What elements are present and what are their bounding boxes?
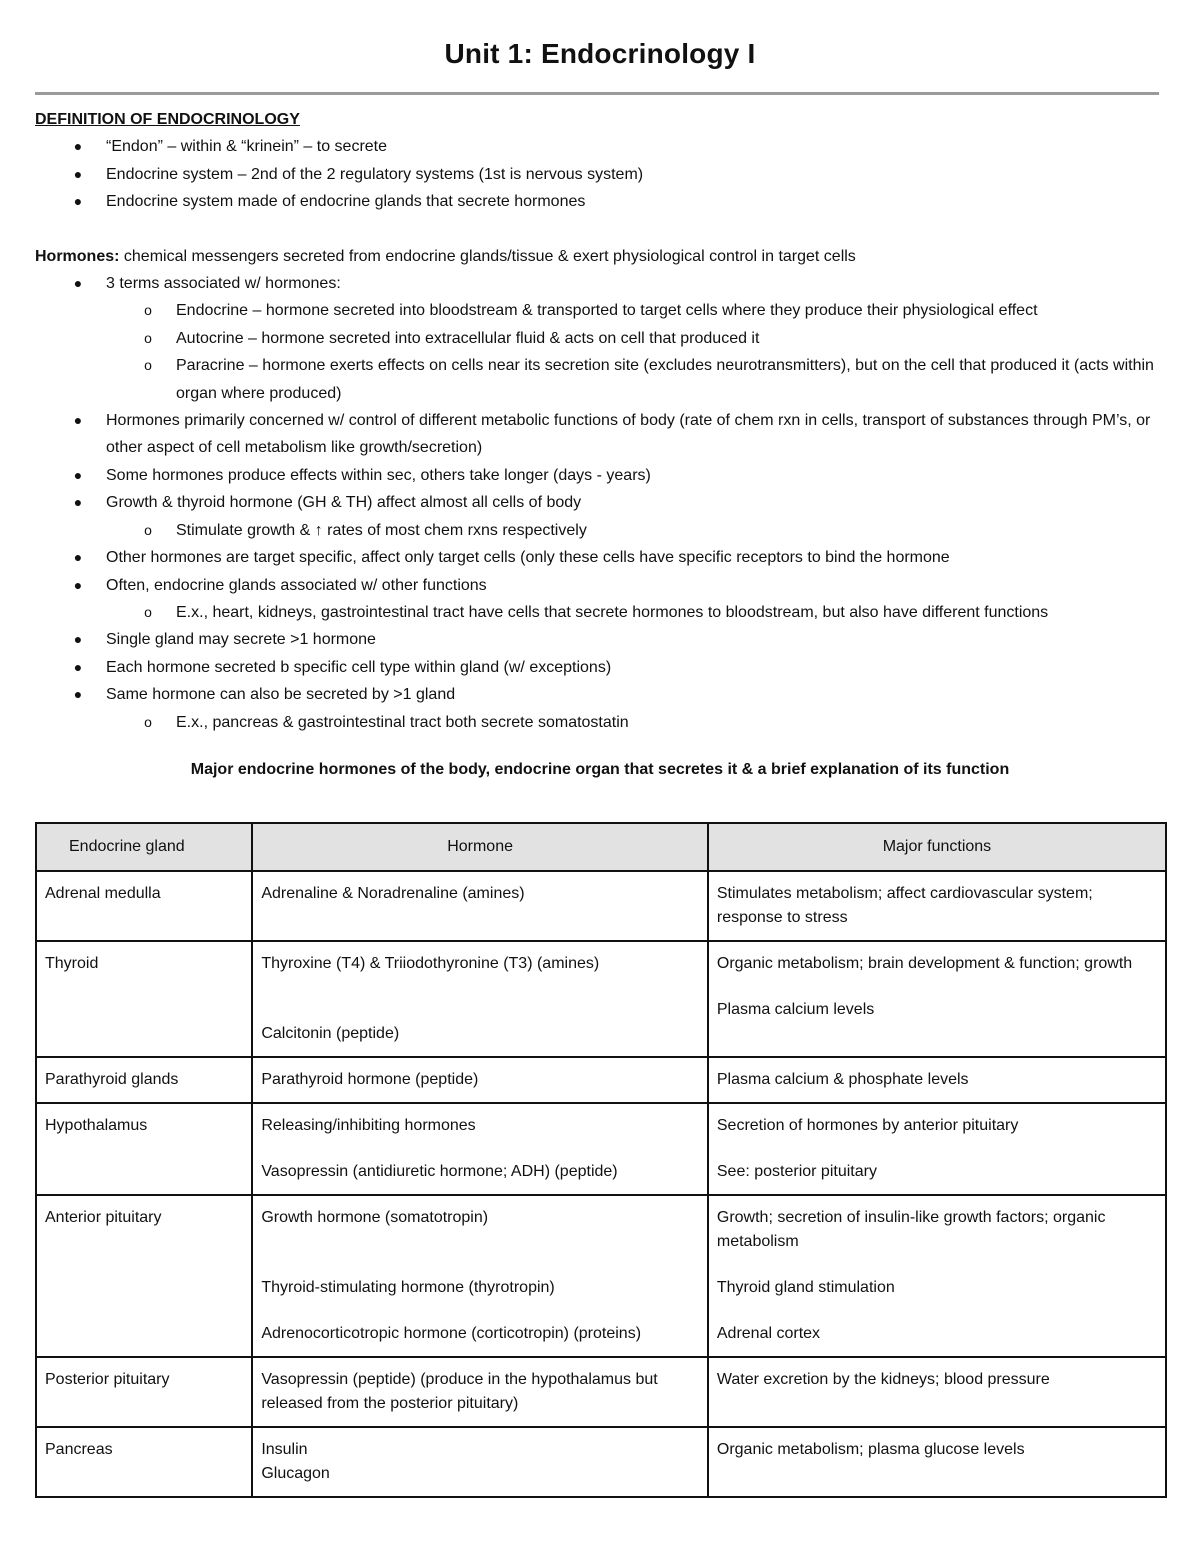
gland-cell: Anterior pituitary: [36, 1195, 252, 1357]
bullet-marker: ●: [73, 658, 83, 675]
bullet-marker: ●: [73, 549, 83, 566]
bullet-marker: ●: [73, 631, 83, 648]
sub-bullet-marker: o: [144, 302, 152, 319]
table-row: [36, 1195, 1166, 1357]
sub-bullet-marker: o: [144, 603, 152, 620]
bullet-marker: ●: [73, 138, 83, 155]
list-item: ● Often, endocrine glands associated w/ other functions o E.x., heart, kidneys, gastrointestinal tract have cells that secrete hormones to bloodstream, but also have different functions: [35, 572, 1165, 627]
function-cell: Plasma calcium & phosphate levels: [708, 1057, 1166, 1103]
list-item: o Paracrine – hormone exerts effects on cells near its secretion site (excludes neurotransmitters), but on the cell that produced it (acts within organ where produced): [35, 352, 1165, 407]
table-row: [36, 871, 1166, 941]
terms-sublist: [106, 297, 1165, 407]
list-item: ● Same hormone can also be secreted by >1 gland o E.x., pancreas & gastrointestinal tract both secrete somatostatin: [35, 681, 1165, 736]
table-caption: Major endocrine hormones of the body, endocrine organ that secretes it & a brief explanation of its function: [190, 760, 1010, 778]
hormone-cell: Vasopressin (peptide) (produce in the hypothalamus but released from the posterior pituitary): [252, 1357, 708, 1427]
notes-body: [35, 106, 1165, 783]
list-item: ● Endocrine system made of endocrine glands that secrete hormones: [35, 188, 1165, 215]
gland-cell: Thyroid: [36, 941, 252, 1057]
header-hormone: Hormone: [252, 823, 708, 871]
hormones-list: [35, 270, 1165, 736]
list-item: o Stimulate growth & ↑ rates of most chem rxns respectively: [35, 517, 1165, 544]
list-item: ● “Endon” – within & “krinein” – to secrete: [35, 133, 1165, 160]
gland-cell: Posterior pituitary: [36, 1357, 252, 1427]
growth-sublist: [106, 517, 1165, 544]
title-divider: [35, 92, 1159, 95]
function-cell: Water excretion by the kidneys; blood pressure: [708, 1357, 1166, 1427]
bullet-marker: ●: [73, 412, 83, 429]
function-cell: Organic metabolism; brain development & function; growth Plasma calcium levels: [708, 941, 1166, 1057]
bullet-marker: ●: [73, 494, 83, 511]
list-item: o Autocrine – hormone secreted into extracellular fluid & acts on cell that produced it: [35, 325, 1165, 352]
gland-cell: Adrenal medulla: [36, 871, 252, 941]
hormones-label: Hormones:: [35, 247, 120, 265]
sub-bullet-marker: o: [144, 521, 152, 538]
function-cell: Organic metabolism; plasma glucose levels: [708, 1427, 1166, 1497]
list-item: ● Other hormones are target specific, affect only target cells (only these cells have specific receptors to bind the hormone: [35, 544, 1165, 571]
table-row: [36, 1103, 1166, 1195]
gland-cell: Parathyroid glands: [36, 1057, 252, 1103]
function-cell: Stimulates metabolism; affect cardiovascular system; response to stress: [708, 871, 1166, 941]
page-title: Unit 1: Endocrinology I: [444, 38, 756, 69]
function-cell: Secretion of hormones by anterior pituitary See: posterior pituitary: [708, 1103, 1166, 1195]
list-item: ● 3 terms associated w/ hormones: o Endocrine – hormone secreted into bloodstream & transported to target cells where they produce their physiological effect o Autocrine – hormone secreted into extracellular fluid & acts on cell that produced it o Paracrine – hormone exerts effects on cells near its secretion site (excludes neurotransmitters), but on the cell that produced it (acts within organ where produced): [35, 270, 1165, 407]
often-sublist: [106, 599, 1165, 626]
gland-cell: Pancreas: [36, 1427, 252, 1497]
bullet-marker: ●: [73, 193, 83, 210]
header-functions: Major functions: [708, 823, 1166, 871]
sub-bullet-marker: o: [144, 329, 152, 346]
list-item: o Endocrine – hormone secreted into bloodstream & transported to target cells where they produce their physiological effect: [35, 297, 1165, 324]
bullet-marker: ●: [73, 466, 83, 483]
table-row: [36, 1357, 1166, 1427]
function-cell: Growth; secretion of insulin-like growth factors; organic metabolism Thyroid gland stimulation Adrenal cortex: [708, 1195, 1166, 1357]
same-sublist: [106, 709, 1165, 736]
hormone-cell: Parathyroid hormone (peptide): [252, 1057, 708, 1103]
list-item: ● Single gland may secrete >1 hormone: [35, 626, 1165, 653]
list-item: ● Some hormones produce effects within sec, others take longer (days - years): [35, 462, 1165, 489]
header-gland: Endocrine gland: [36, 823, 252, 871]
hormone-cell: Releasing/inhibiting hormones Vasopressin (antidiuretic hormone; ADH) (peptide): [252, 1103, 708, 1195]
definition-list: [35, 133, 1165, 215]
list-item: o E.x., heart, kidneys, gastrointestinal tract have cells that secrete hormones to bloodstream, but also have different functions: [35, 599, 1165, 626]
hormone-cell: Growth hormone (somatotropin) Thyroid-stimulating hormone (thyrotropin) Adrenocorticotropic hormone (corticotropin) (proteins): [252, 1195, 708, 1357]
bullet-marker: ●: [73, 686, 83, 703]
table-row: [36, 1427, 1166, 1497]
list-item: ● Hormones primarily concerned w/ control of different metabolic functions of body (rate of chem rxn in cells, transport of substances through PM’s, or other aspect of cell metabolism like growth/secretion): [35, 407, 1165, 462]
hormone-cell: Thyroxine (T4) & Triiodothyronine (T3) (amines) Calcitonin (peptide): [252, 941, 708, 1057]
definition-heading: DEFINITION OF ENDOCRINOLOGY: [35, 111, 300, 128]
hormone-cell: Insulin Glucagon: [252, 1427, 708, 1497]
table-row: [36, 1057, 1166, 1103]
bullet-marker: ●: [73, 576, 83, 593]
table-row: [36, 941, 1166, 1057]
sub-bullet-marker: o: [144, 713, 152, 730]
hormones-definition: Hormones: chemical messengers secreted from endocrine glands/tissue & exert physiological control in target cells: [35, 247, 856, 265]
list-item: ● Each hormone secreted b specific cell type within gland (w/ exceptions): [35, 654, 1165, 681]
hormone-cell: Adrenaline & Noradrenaline (amines): [252, 871, 708, 941]
gland-cell: Hypothalamus: [36, 1103, 252, 1195]
table-header-row: [36, 823, 1166, 871]
list-item: ● Endocrine system – 2nd of the 2 regulatory systems (1st is nervous system): [35, 161, 1165, 188]
list-item: ● Growth & thyroid hormone (GH & TH) affect almost all cells of body o Stimulate growth & ↑ rates of most chem rxns respectively: [35, 489, 1165, 544]
bullet-marker: ●: [73, 165, 83, 182]
sub-bullet-marker: o: [144, 357, 152, 374]
bullet-marker: ●: [73, 275, 83, 292]
endocrine-table: [35, 822, 1167, 1498]
spacer: [35, 216, 1165, 243]
list-item: o E.x., pancreas & gastrointestinal tract both secrete somatostatin: [35, 709, 1165, 736]
